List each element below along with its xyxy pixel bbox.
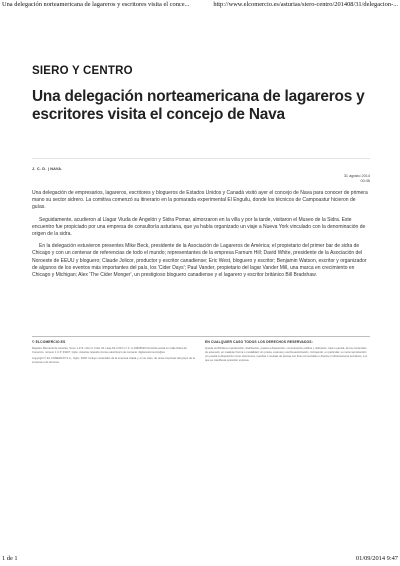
print-page-title: Una delegación norteamericana de lagareros y escritores visita el conce... <box>2 1 190 8</box>
section-label: SIERO Y CENTRO <box>32 65 133 77</box>
footer-rights-heading: EN CUALQUIER CASO TODOS LOS DERECHOS RESERVADOS: <box>205 340 313 344</box>
article-body <box>32 190 370 284</box>
print-footer <box>0 554 400 566</box>
page-footer <box>32 336 370 364</box>
article-paragraph: En la delegación estuvieron presentes Mike Beck, presidente de la Asociación de Lagareros de América; el propietario del primer bar de sidra de Chicago y con un centenar de referencias de todo el mundo; representantes de la empresa Farnum Hill; David White, presidente de la Asociación del Noroeste de EEUU y bloguero; Claude Jolicor, productor y escritor canadiense; Eric West, bloguero y escritor; Benjamin Watson, escritor y organizador de algunos de los eventos más importantes del país, los 'Cider Days'; Paul Vander, propietario del lagar Vander Mill, una marca en crecimiento en Chicago y Michigan; Alex 'The Cider Monger', un prestigioso bloguero canadiense y el lagarero y escritor británico Bill Bradshaw. <box>32 243 367 279</box>
footer-registry-text: Registro Mercantil de Asturias, Tomo 1.272, Libro 0, Folio 43, Hoja AS-4.913 C.I.F.: A-33606520 Domicilio social en Calle Diario El Comercio, número 1 C.P. 33207, Gijón, Asturias. España Correo electrónico de contacto: digital.elcomercio@es <box>32 347 187 354</box>
footer-rights-info <box>205 340 370 365</box>
print-header <box>0 0 400 10</box>
article-paragraph: Seguidamente, acudieron al Llagar Viuda de Angelón y Sidra Pomar, almorzaron en la villa y por la tarde, visitaron el Museo de la Sidra. Este encuentro fue propiciado por una empresa de consultoría asturiana, que ya había organizado un viaje a Nueva York vinculado con la denominación de origen de la sidra. <box>32 216 366 238</box>
footer-divider <box>32 336 370 337</box>
print-page-url: http://www.elcomercio.es/asturias/siero-centro/201408/31/delegacion-... <box>213 1 398 8</box>
article-date: 31 agosto 2014 <box>343 174 370 178</box>
article-paragraph: Una delegación de empresarios, lagareros, escritores y blogueros de Estados Unidos y Canadá visitó ayer el concejo de Nava para conocer de primera mano su sector sidrero. La comitiva comenzó su itinerario en la pomarada experimental El Enguilu, donde los técnicos de Campoastur hicieron de guías. <box>32 190 368 211</box>
print-page-number: 1 de 1 <box>2 555 18 562</box>
footer-rights-text: Queda prohibida la reproducción, distribución, puesta a disposición, comunicación pública y utilización, total o parcial, de los contenidos de esta web, en cualquier forma o modalidad, sin previa, expresa y escrita autorización, incluyendo, en particular, su mera reproducción y/o puesta a disposición como resúmenes, reseñas o revistas de prensa con fines comerciales o directa o indirectamente lucrativos, a lo que se manifiesta oposición expresa. <box>205 347 368 362</box>
article-time: 00:46 <box>360 179 370 183</box>
article-headline: Una delegación norteamericana de lagareros y escritores visita el concejo de Nava <box>32 88 365 123</box>
footer-copyright-heading: © ELCOMERCIO.ES <box>32 340 66 344</box>
article-byline: J. C. D. | NAVA. <box>32 167 63 171</box>
article-dateline <box>344 174 370 184</box>
byline-divider <box>32 158 370 159</box>
footer-copyright-text: Copyright © EL COMERCIO S.A., Gijón, 2008. Incluye contenidos de la empresa citada y, en su caso, de otras empresas del grupo de la empresa o de terceros. <box>32 357 195 364</box>
footer-legal-info <box>32 340 197 367</box>
print-timestamp: 01/09/2014 9:47 <box>355 555 398 562</box>
